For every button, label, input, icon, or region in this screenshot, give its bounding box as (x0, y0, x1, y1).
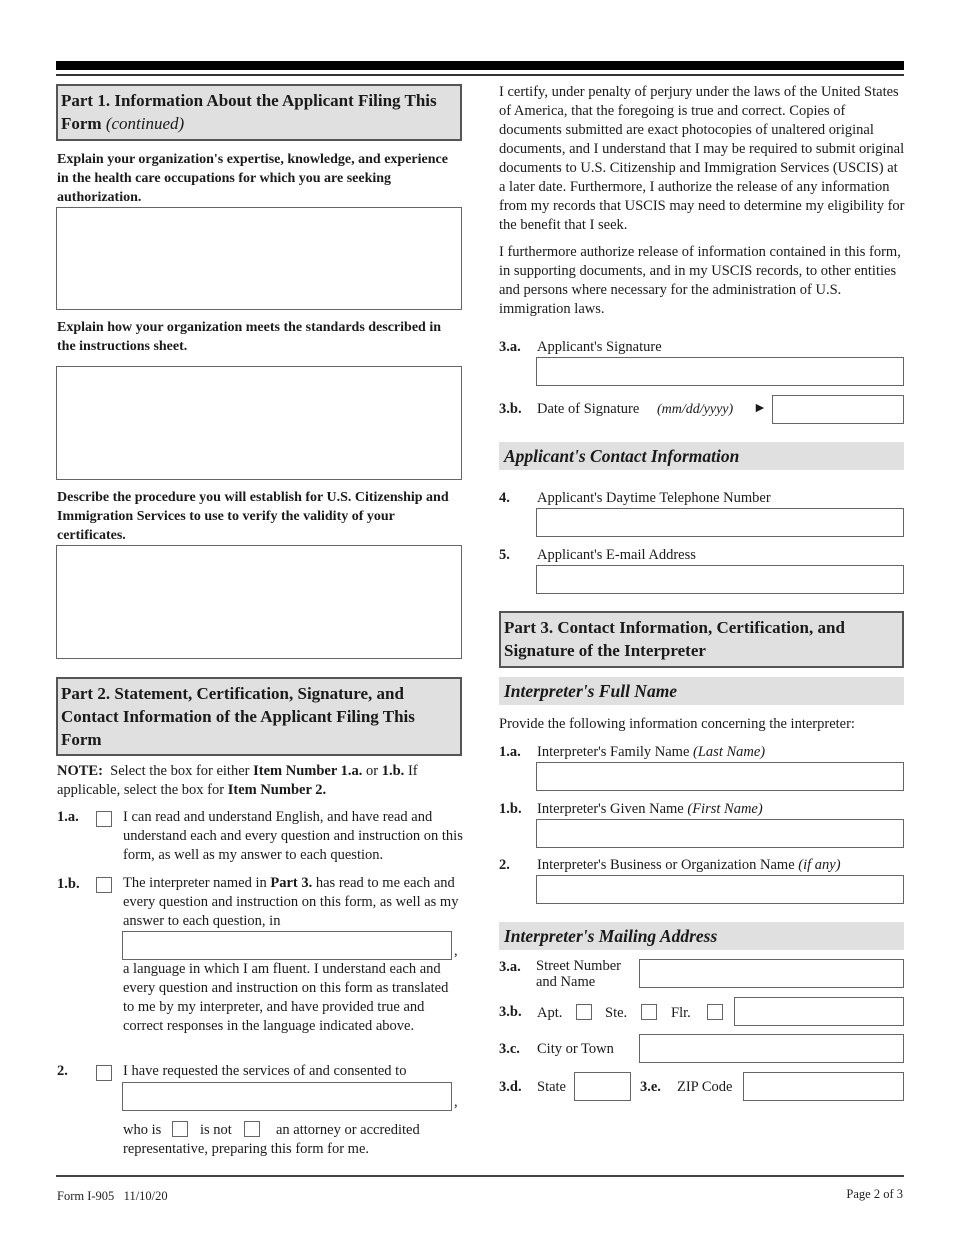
part3-header (499, 611, 904, 668)
zip-number: 3.e. (640, 1079, 661, 1095)
date-number: 3.b. (499, 401, 522, 417)
city-label: City or Town (537, 1041, 614, 1057)
item-2-text: I have requested the services of and consented to (123, 1063, 407, 1079)
who-is-label: who is (123, 1122, 162, 1138)
procedure-prompt: Describe the procedure you will establish for U.S. Citizenship and Immigration Services to use to verify the validity of your certificates. (57, 490, 449, 543)
certification-paragraph-1: I certify, under penalty of perjury under the laws of the United States of America, that the foregoing is true and correct. Copies of documents submitted are exact photocopies of unaltered original documents, and I understand that I may be required to submit original documents to U.S. Citizenship and Immigration Services (USCIS) at a later date. Furthermore, I authorize the release of any information from my records that USCIS may need to determine my eligibility for the benefit that I seek. (499, 84, 905, 233)
given-name-input[interactable] (536, 819, 904, 848)
flr-checkbox[interactable] (707, 1004, 723, 1020)
family-name-input[interactable] (536, 762, 904, 791)
item-1b-number: 1.b. (57, 876, 80, 892)
standards-textarea[interactable] (56, 366, 462, 480)
interpreter-intro: Provide the following information concerning the interpreter: (499, 716, 855, 732)
arrow-right-icon: ► (753, 401, 767, 416)
part2-header (56, 677, 462, 756)
date-format-hint: (mm/dd/yyyy) (657, 402, 734, 417)
page-number: Page 2 of 3 (846, 1187, 903, 1201)
item-2-checkbox[interactable] (96, 1065, 112, 1081)
email-input[interactable] (536, 565, 904, 594)
business-number: 2. (499, 857, 510, 873)
signature-input[interactable] (536, 357, 904, 386)
bottom-rule (56, 1175, 904, 1177)
phone-label: Applicant's Daytime Telephone Number (537, 490, 771, 506)
is-not-checkbox[interactable] (244, 1121, 260, 1137)
contact-header: Applicant's Contact Information (499, 442, 904, 470)
city-input[interactable] (639, 1034, 904, 1063)
date-input[interactable] (772, 395, 904, 424)
family-name-label: Interpreter's Family Name (Last Name) (537, 744, 766, 760)
phone-input[interactable] (536, 508, 904, 537)
language-comma: , (454, 943, 458, 959)
top-rule-thick (56, 61, 904, 70)
zip-label: ZIP Code (677, 1079, 733, 1095)
ste-label: Ste. (605, 1005, 628, 1021)
street-input[interactable] (639, 959, 904, 988)
given-name-label: Interpreter's Given Name (First Name) (537, 801, 763, 817)
signature-label: Applicant's Signature (537, 339, 662, 355)
city-number: 3.c. (499, 1041, 520, 1057)
item-1a-checkbox[interactable] (96, 811, 112, 827)
part1-header (56, 84, 462, 141)
zip-input[interactable] (743, 1072, 904, 1101)
item-1a-number: 1.a. (57, 809, 79, 825)
ste-checkbox[interactable] (641, 1004, 657, 1020)
street-label: Street Number and Name (536, 958, 621, 990)
form-id: Form I-905 11/10/20 (57, 1189, 168, 1203)
part1-title-line1: Part 1. Information About the Applicant Filing This (61, 91, 437, 110)
preparer-comma: , (454, 1094, 458, 1110)
attorney-text: an attorney or accredited (276, 1122, 420, 1138)
apt-label: Apt. (537, 1005, 563, 1021)
state-input[interactable] (574, 1072, 631, 1101)
standards-prompt: Explain how your organization meets the standards described in the instructions sheet. (57, 320, 441, 354)
item-1b-text-after: a language in which I am fluent. I understand each and every question and instruction on this form as translated to me by my interpreter, and have provided true and correct responses in the language indicated above. (123, 961, 449, 1034)
email-number: 5. (499, 547, 510, 563)
part2-note: NOTE: Select the box for either Item Number 1.a. or 1.b. If applicable, select the box for Item Number 2. (57, 763, 418, 798)
representative-text: representative, preparing this form for me. (123, 1141, 370, 1157)
flr-label: Flr. (671, 1005, 691, 1021)
phone-number: 4. (499, 490, 510, 506)
signature-number: 3.a. (499, 339, 521, 355)
business-input[interactable] (536, 875, 904, 904)
item-2-number: 2. (57, 1063, 68, 1079)
apt-checkbox[interactable] (576, 1004, 592, 1020)
given-name-number: 1.b. (499, 801, 522, 817)
interpreter-mailing-header: Interpreter's Mailing Address (499, 922, 904, 950)
procedure-textarea[interactable] (56, 545, 462, 659)
part3-title: Part 3. Contact Information, Certification, and Signature of the Interpreter (504, 618, 845, 660)
part1-title-continued: (continued) (105, 114, 185, 133)
part2-title: Part 2. Statement, Certification, Signature, and Contact Information of the Applicant Filing This Form (61, 684, 415, 749)
item-1a-text: I can read and understand English, and have read and understand each and every question and instruction on this form, as well as my answer to each question. (123, 809, 463, 863)
business-label: Interpreter's Business or Organization Name (if any) (537, 857, 841, 873)
expertise-textarea[interactable] (56, 207, 462, 310)
is-not-label: is not (200, 1122, 232, 1138)
email-label: Applicant's E-mail Address (537, 547, 696, 563)
date-label: Date of Signature (537, 401, 640, 417)
language-input[interactable] (122, 931, 452, 960)
state-label: State (537, 1079, 566, 1095)
family-name-number: 1.a. (499, 744, 521, 760)
expertise-prompt: Explain your organization's expertise, knowledge, and experience in the health care occupations for which you are seeking authorization. (57, 152, 448, 205)
preparer-input[interactable] (122, 1082, 452, 1111)
unit-number: 3.b. (499, 1004, 522, 1020)
state-number: 3.d. (499, 1079, 522, 1095)
top-rule-thin (56, 74, 904, 76)
item-1b-text: The interpreter named in Part 3. has read to me each and every question and instruction on this form, as well as my answer to each question, in (123, 875, 459, 929)
part1-title-line2: Form (61, 114, 102, 133)
who-is-checkbox[interactable] (172, 1121, 188, 1137)
certification-paragraph-2: I furthermore authorize release of information contained in this form, in supporting documents, and in my USCIS records, to other entities and persons where necessary for the administration of U.S. immigration laws. (499, 244, 901, 317)
interpreter-full-name-header: Interpreter's Full Name (499, 677, 904, 705)
street-number-label: 3.a. (499, 959, 521, 975)
unit-input[interactable] (734, 997, 904, 1026)
item-1b-checkbox[interactable] (96, 877, 112, 893)
